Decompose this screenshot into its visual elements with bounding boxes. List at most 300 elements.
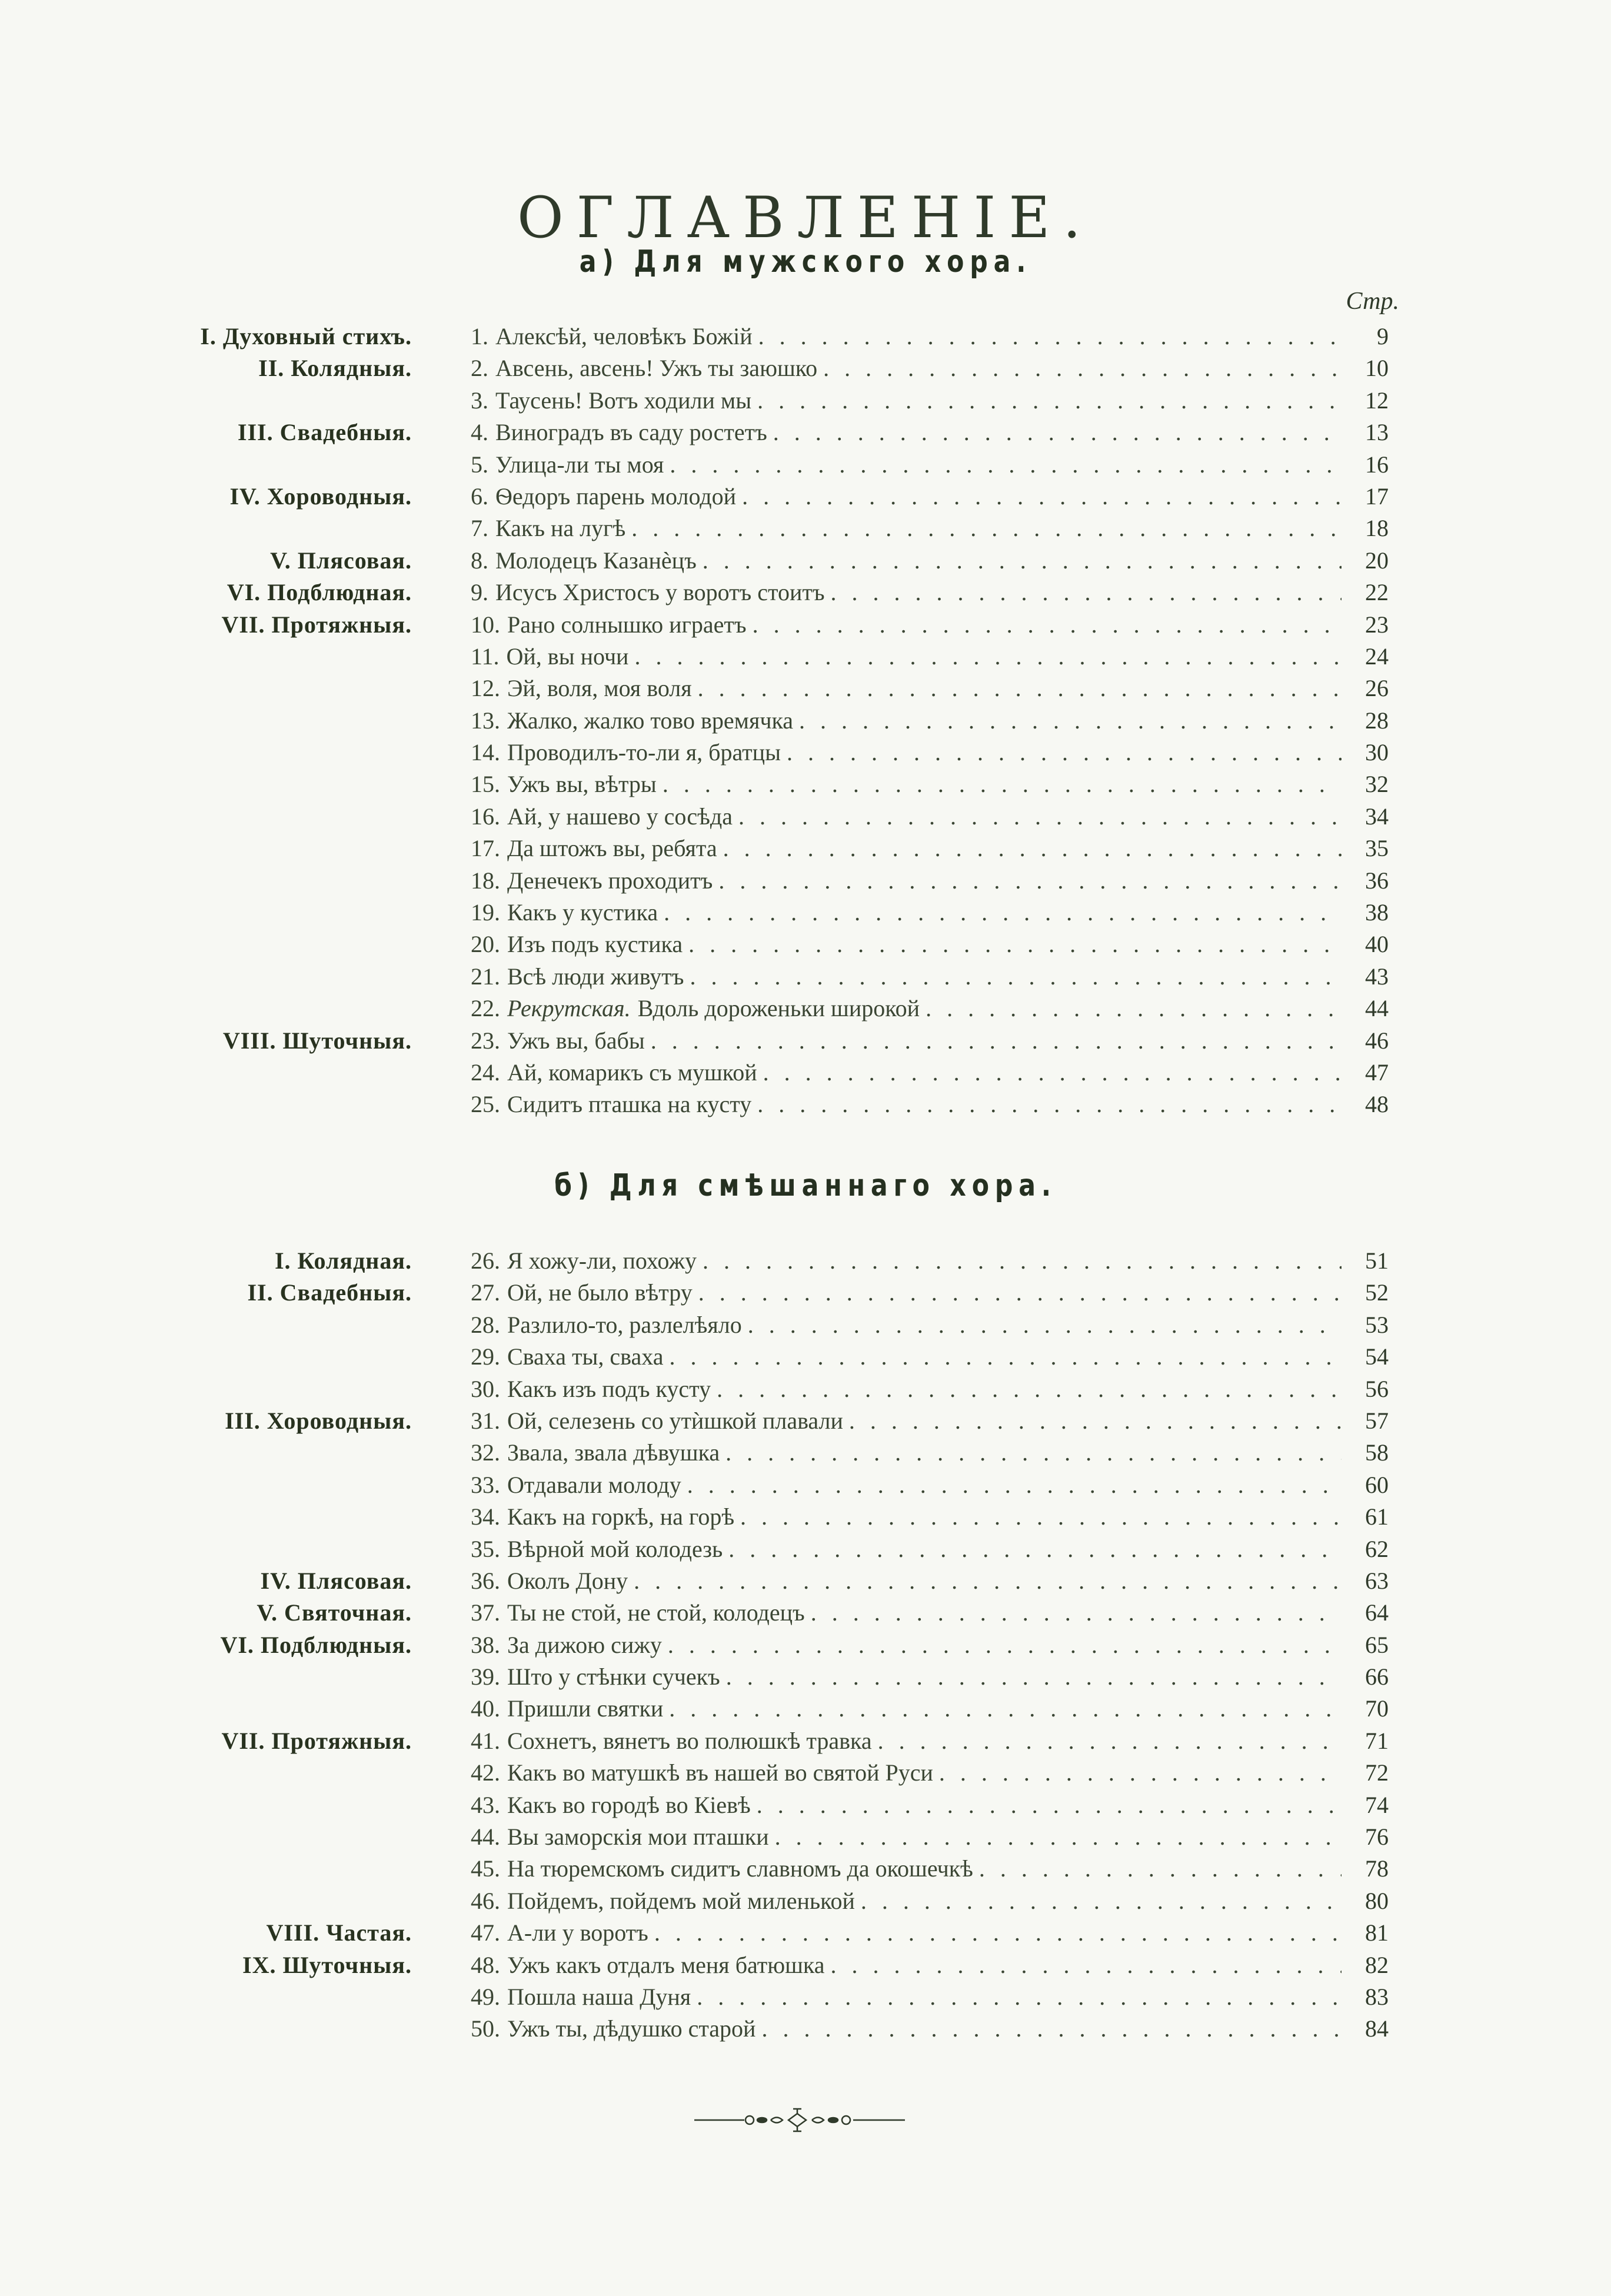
toc-row	[0, 1821, 1611, 1853]
entry-number: 5.	[471, 451, 488, 478]
dot-leader	[698, 673, 1342, 704]
toc-entry	[471, 481, 1389, 513]
page-number: 70	[1365, 1695, 1389, 1722]
entry-title: За дижою сижу	[507, 1631, 662, 1658]
page-number: 18	[1365, 515, 1389, 542]
dot-leader	[740, 1501, 1342, 1533]
toc-row	[0, 609, 1611, 641]
entry-title: Сохнетъ, вянетъ во полюшкѣ травка	[507, 1727, 872, 1754]
toc-row	[0, 1245, 1611, 1277]
toc-row	[0, 1693, 1611, 1725]
section-heading-male-choir: а) Для мужского хора.	[579, 244, 1032, 279]
category-label: IV. Хороводныя.	[229, 483, 412, 510]
entry-number: 17.	[471, 835, 500, 862]
page-number: 20	[1365, 547, 1389, 574]
decorative-divider-icon	[694, 2102, 918, 2137]
dot-leader	[669, 1341, 1342, 1373]
entry-number: 28.	[471, 1311, 500, 1338]
dot-leader	[631, 513, 1342, 544]
page-number: 54	[1365, 1343, 1389, 1370]
entry-title: Сваха ты, сваха	[507, 1343, 664, 1370]
toc-row	[0, 545, 1611, 577]
toc-row	[0, 768, 1611, 800]
entry-title: Я хожу-ли, похожу	[507, 1247, 697, 1274]
dot-leader	[703, 1245, 1342, 1277]
toc-entry	[471, 833, 1389, 864]
page-number: 57	[1365, 1407, 1389, 1434]
toc-row	[0, 1057, 1611, 1089]
toc-row	[0, 1501, 1611, 1533]
toc-entry	[471, 1501, 1389, 1533]
toc-entry	[471, 1757, 1389, 1789]
entry-number: 19.	[471, 899, 500, 926]
entry-number: 44.	[471, 1824, 500, 1851]
toc-entry	[471, 513, 1389, 544]
section-heading-mixed-choir: б) Для смѣшаннаго хора.	[554, 1168, 1057, 1203]
toc-entry	[471, 1025, 1389, 1057]
toc-row	[0, 449, 1611, 481]
toc-entry	[471, 1341, 1389, 1373]
page-number: 17	[1365, 483, 1389, 510]
entry-number: 50.	[471, 2015, 500, 2042]
page-number: 83	[1365, 1983, 1389, 2010]
toc-row	[0, 1277, 1611, 1309]
entry-title: Ой, вы ночи	[506, 643, 629, 670]
page-number: 78	[1365, 1855, 1389, 1882]
toc-entry	[471, 1245, 1389, 1277]
dot-leader	[799, 705, 1342, 737]
category-label: VI. Подблюдныя.	[220, 1631, 412, 1658]
dot-leader	[723, 833, 1342, 864]
toc-row	[0, 1629, 1611, 1661]
entry-number: 45.	[471, 1855, 500, 1882]
toc-row	[0, 1757, 1611, 1789]
page-number: 51	[1365, 1247, 1389, 1274]
entry-title: На тюремскомъ сидитъ славномъ да окошечкѣ	[507, 1855, 973, 1882]
toc-row	[0, 1885, 1611, 1917]
dot-leader	[761, 2013, 1342, 2045]
entry-number: 43.	[471, 1791, 500, 1818]
page-number: 23	[1365, 611, 1389, 638]
dot-leader	[787, 737, 1342, 768]
page-number: 40	[1365, 931, 1389, 958]
toc-row	[0, 513, 1611, 544]
page-number: 47	[1365, 1059, 1389, 1086]
entry-number: 38.	[471, 1631, 500, 1658]
page-number: 71	[1365, 1727, 1389, 1754]
dot-leader	[831, 577, 1342, 608]
dot-leader	[725, 1437, 1342, 1469]
toc-list-mixed-choir	[0, 1245, 1611, 2045]
entry-title: Ужъ ты, дѣдушко старой	[507, 2015, 756, 2042]
category-label: VIII. Частая.	[266, 1919, 412, 1946]
toc-row	[0, 1981, 1611, 2013]
dot-leader	[831, 1949, 1342, 1981]
entry-title: Ужъ вы, вѣтры	[507, 771, 657, 798]
category-label: I. Колядная.	[274, 1247, 412, 1274]
category-label: IX. Шуточныя.	[242, 1951, 412, 1978]
toc-row	[0, 1309, 1611, 1341]
entry-title: Ты не стой, не стой, колодецъ	[507, 1599, 805, 1626]
toc-row	[0, 993, 1611, 1024]
dot-leader	[663, 768, 1342, 800]
toc-entry	[471, 961, 1389, 993]
entry-title: Денечекъ проходитъ	[507, 867, 713, 894]
dot-leader	[726, 1661, 1342, 1693]
entry-number: 13.	[471, 707, 500, 734]
page-number: 35	[1365, 835, 1389, 862]
entry-number: 10.	[471, 611, 500, 638]
entry-title: Всѣ люди живутъ	[507, 963, 684, 990]
toc-entry	[471, 929, 1389, 960]
entry-title: Ой, не было вѣтру	[507, 1279, 693, 1306]
toc-entry	[471, 1533, 1389, 1565]
dot-leader	[703, 545, 1342, 577]
toc-row	[0, 1853, 1611, 1885]
toc-row	[0, 1725, 1611, 1757]
toc-row	[0, 1405, 1611, 1437]
toc-row	[0, 1789, 1611, 1821]
dot-leader	[669, 1693, 1342, 1725]
dot-leader	[717, 1373, 1342, 1405]
entry-number: 34.	[471, 1503, 500, 1530]
toc-row	[0, 1565, 1611, 1597]
page-number: 53	[1365, 1311, 1389, 1338]
dot-leader	[664, 897, 1342, 929]
entry-title: Рано солнышко играетъ	[507, 611, 747, 638]
dot-leader	[697, 1981, 1342, 2013]
entry-number: 7.	[471, 515, 488, 542]
entry-number: 20.	[471, 931, 500, 958]
entry-title: Таусень! Вотъ ходили мы	[495, 387, 752, 414]
page-number: 52	[1365, 1279, 1389, 1306]
page-number: 64	[1365, 1599, 1389, 1626]
dot-leader	[926, 993, 1342, 1024]
entry-title: Отдавали молоду	[507, 1471, 681, 1498]
page-number: 32	[1365, 771, 1389, 798]
page-number: 72	[1365, 1759, 1389, 1786]
toc-entry	[471, 1725, 1389, 1757]
dot-leader	[823, 352, 1342, 384]
entry-title: Да штожъ вы, ребята	[507, 835, 717, 862]
toc-entry	[471, 897, 1389, 929]
entry-number: 35.	[471, 1535, 500, 1562]
dot-leader	[670, 449, 1342, 481]
page-number: 38	[1365, 899, 1389, 926]
entry-number: 21.	[471, 963, 500, 990]
entry-title: Улица-ли ты моя	[495, 451, 664, 478]
category-label: V. Плясовая.	[270, 547, 412, 574]
entry-number: 4.	[471, 419, 488, 446]
entry-genre-prefix: Рекрутская.	[507, 995, 631, 1022]
entry-number: 27.	[471, 1279, 500, 1306]
toc-entry	[471, 801, 1389, 833]
entry-number: 24.	[471, 1059, 500, 1086]
toc-entry	[471, 352, 1389, 384]
toc-row	[0, 1341, 1611, 1373]
toc-row	[0, 1597, 1611, 1629]
entry-number: 2.	[471, 355, 488, 382]
entry-number: 6.	[471, 483, 488, 510]
category-label: VI. Подблюдная.	[227, 579, 412, 606]
dot-leader	[753, 609, 1342, 641]
dot-leader	[634, 641, 1342, 673]
toc-entry	[471, 385, 1389, 417]
toc-row	[0, 385, 1611, 417]
toc-row	[0, 1661, 1611, 1693]
page-number: 74	[1365, 1791, 1389, 1818]
toc-entry	[471, 1853, 1389, 1885]
entry-number: 48.	[471, 1951, 500, 1978]
entry-number: 23.	[471, 1027, 500, 1054]
toc-row	[0, 673, 1611, 704]
entry-number: 26.	[471, 1247, 500, 1274]
entry-title: Ай, у нашево у сосѣда	[507, 803, 733, 830]
dot-leader	[979, 1853, 1342, 1885]
toc-row	[0, 897, 1611, 929]
entry-title: Ой, селезень со утѝшкой плавали	[507, 1407, 843, 1434]
entry-title: Алексѣй, человѣкъ Божій	[495, 323, 753, 350]
entry-number: 15.	[471, 771, 500, 798]
entry-title: Пришли святки	[507, 1695, 664, 1722]
dot-leader	[763, 1057, 1342, 1089]
page-number: 34	[1365, 803, 1389, 830]
toc-entry	[471, 1373, 1389, 1405]
entry-number: 37.	[471, 1599, 500, 1626]
page-number: 60	[1365, 1471, 1389, 1498]
category-label: V. Святочная.	[257, 1599, 412, 1626]
category-label: II. Колядныя.	[258, 355, 412, 382]
dot-leader	[748, 1309, 1342, 1341]
toc-entry	[471, 2013, 1389, 2045]
entry-number: 39.	[471, 1663, 500, 1691]
toc-entry	[471, 417, 1389, 448]
toc-entry	[471, 737, 1389, 768]
entry-title: Молодецъ Казанѐцъ	[495, 547, 697, 574]
entry-title: Пойдемъ, пойдемъ мой миленькой	[507, 1887, 855, 1914]
toc-row	[0, 1025, 1611, 1057]
dot-leader	[634, 1565, 1342, 1597]
entry-title: Пошла наша Дуня	[507, 1983, 691, 2010]
page-number: 58	[1365, 1439, 1389, 1466]
category-label: III. Свадебныя.	[237, 419, 412, 446]
toc-entry	[471, 1885, 1389, 1917]
page-title: ОГЛАВЛЕНІЕ.	[517, 185, 1094, 251]
toc-list-male-choir	[0, 321, 1611, 1121]
page-number: 82	[1365, 1951, 1389, 1978]
page-number: 62	[1365, 1535, 1389, 1562]
entry-title: А-ли у воротъ	[507, 1919, 648, 1946]
entry-title: Какъ во матушкѣ въ нашей во святой Руси	[507, 1759, 933, 1786]
toc-entry	[471, 449, 1389, 481]
entry-title: Авсень, авсень! Ужъ ты заюшко	[495, 355, 818, 382]
dot-leader	[811, 1597, 1342, 1629]
toc-entry	[471, 1405, 1389, 1437]
page-number: 30	[1365, 739, 1389, 766]
toc-entry	[471, 1089, 1389, 1120]
entry-title: Ужъ вы, бабы	[507, 1027, 645, 1054]
entry-number: 25.	[471, 1091, 500, 1118]
entry-number: 31.	[471, 1407, 500, 1434]
entry-number: 32.	[471, 1439, 500, 1466]
toc-row	[0, 865, 1611, 897]
toc-entry	[471, 1565, 1389, 1597]
toc-row	[0, 481, 1611, 513]
toc-entry	[471, 1597, 1389, 1629]
entry-title: Ѳедоръ парень молодой	[495, 483, 737, 510]
entry-number: 47.	[471, 1919, 500, 1946]
toc-row	[0, 1437, 1611, 1469]
category-label: IV. Плясовая.	[260, 1567, 412, 1594]
entry-number: 41.	[471, 1727, 500, 1754]
entry-title: Проводилъ-то-ли я, братцы	[507, 739, 781, 766]
toc-entry	[471, 1469, 1389, 1501]
toc-entry	[471, 1057, 1389, 1089]
page-number: 13	[1365, 419, 1389, 446]
toc-row	[0, 1917, 1611, 1949]
page-number: 9	[1377, 323, 1389, 350]
entry-title: Вдоль дороженьки широкой	[637, 995, 920, 1022]
entry-number: 40.	[471, 1695, 500, 1722]
page-number: 61	[1365, 1503, 1389, 1530]
page-column-label: Стр.	[1346, 288, 1399, 315]
page-number: 46	[1365, 1027, 1389, 1054]
toc-entry	[471, 1693, 1389, 1725]
entry-title: Ай, комарикъ съ мушкой	[507, 1059, 757, 1086]
toc-entry	[471, 321, 1389, 352]
page-number: 26	[1365, 675, 1389, 702]
dot-leader	[654, 1917, 1342, 1949]
category-label: VII. Протяжныя.	[221, 611, 412, 638]
entry-number: 33.	[471, 1471, 500, 1498]
entry-title: Какъ изъ подъ кусту	[507, 1375, 711, 1402]
dot-leader	[668, 1629, 1342, 1661]
toc-entry	[471, 1277, 1389, 1309]
toc-row	[0, 1089, 1611, 1120]
page-number: 12	[1365, 387, 1389, 414]
toc-row	[0, 801, 1611, 833]
toc-row	[0, 705, 1611, 737]
entry-title: Изъ подъ кустика	[507, 931, 683, 958]
entry-title: Разлило-то, разлелѣяло	[507, 1311, 742, 1338]
entry-title: Што у стѣнки сучекъ	[507, 1663, 720, 1691]
toc-entry	[471, 993, 1389, 1024]
entry-number: 8.	[471, 547, 488, 574]
entry-title: Эй, воля, моя воля	[507, 675, 692, 702]
page-number: 66	[1365, 1663, 1389, 1691]
toc-row	[0, 961, 1611, 993]
toc-entry	[471, 1437, 1389, 1469]
dot-leader	[757, 1089, 1342, 1120]
page-number: 44	[1365, 995, 1389, 1022]
dot-leader	[775, 1821, 1342, 1853]
dot-leader	[878, 1725, 1342, 1757]
entry-number: 46.	[471, 1887, 500, 1914]
entry-number: 49.	[471, 1983, 500, 2010]
entry-number: 22.	[471, 995, 500, 1022]
entry-number: 1.	[471, 323, 488, 350]
toc-row	[0, 577, 1611, 608]
entry-number: 12.	[471, 675, 500, 702]
entry-number: 3.	[471, 387, 488, 414]
entry-title: Какъ на горкѣ, на горѣ	[507, 1503, 735, 1530]
page-number: 36	[1365, 867, 1389, 894]
dot-leader	[698, 1277, 1342, 1309]
toc-entry	[471, 865, 1389, 897]
toc-row	[0, 1469, 1611, 1501]
toc-entry	[471, 1821, 1389, 1853]
entry-title: Какъ у кустика	[507, 899, 658, 926]
dot-leader	[757, 1789, 1342, 1821]
entry-title: Сидитъ пташка на кусту	[507, 1091, 752, 1118]
toc-entry	[471, 1629, 1389, 1661]
page-number: 81	[1365, 1919, 1389, 1946]
toc-entry	[471, 609, 1389, 641]
dot-leader	[849, 1405, 1342, 1437]
page-number: 65	[1365, 1631, 1389, 1658]
toc-entry	[471, 673, 1389, 704]
dot-leader	[861, 1885, 1342, 1917]
entry-title: Какъ во городѣ во Кіевѣ	[507, 1791, 751, 1818]
dot-leader	[688, 929, 1342, 960]
toc-row	[0, 1373, 1611, 1405]
toc-row	[0, 1533, 1611, 1565]
category-label: III. Хороводныя.	[225, 1407, 412, 1434]
entry-number: 42.	[471, 1759, 500, 1786]
page-number: 10	[1365, 355, 1389, 382]
toc-row	[0, 321, 1611, 352]
entry-number: 36.	[471, 1567, 500, 1594]
entry-number: 18.	[471, 867, 500, 894]
dot-leader	[728, 1533, 1342, 1565]
toc-row	[0, 929, 1611, 960]
entry-title: Какъ на лугѣ	[495, 515, 626, 542]
entry-title: Вы заморскія мои пташки	[507, 1824, 769, 1851]
category-label: VII. Протяжныя.	[221, 1727, 412, 1754]
dot-leader	[687, 1469, 1342, 1501]
toc-entry	[471, 545, 1389, 577]
dot-leader	[773, 417, 1342, 448]
toc-entry	[471, 1661, 1389, 1693]
page-number: 16	[1365, 451, 1389, 478]
dot-leader	[742, 481, 1342, 513]
page-number: 63	[1365, 1567, 1389, 1594]
toc-row	[0, 352, 1611, 384]
entry-number: 30.	[471, 1375, 500, 1402]
page-number: 22	[1365, 579, 1389, 606]
toc-row	[0, 641, 1611, 673]
toc-entry	[471, 1309, 1389, 1341]
toc-entry	[471, 768, 1389, 800]
entry-title: Вѣрной мой колодезь	[507, 1535, 723, 1562]
page-number: 84	[1365, 2015, 1389, 2042]
page-number: 48	[1365, 1091, 1389, 1118]
toc-row	[0, 2013, 1611, 2045]
entry-title: Звала, звала дѣвушка	[507, 1439, 720, 1466]
dot-leader	[939, 1757, 1342, 1789]
page-number: 80	[1365, 1887, 1389, 1914]
toc-entry	[471, 1981, 1389, 2013]
entry-number: 9.	[471, 579, 488, 606]
toc-row	[0, 737, 1611, 768]
page-number: 28	[1365, 707, 1389, 734]
dot-leader	[757, 385, 1342, 417]
category-label: VIII. Шуточныя.	[222, 1027, 412, 1054]
toc-entry	[471, 1789, 1389, 1821]
toc-row	[0, 1949, 1611, 1981]
toc-entry	[471, 1917, 1389, 1949]
dot-leader	[718, 865, 1342, 897]
